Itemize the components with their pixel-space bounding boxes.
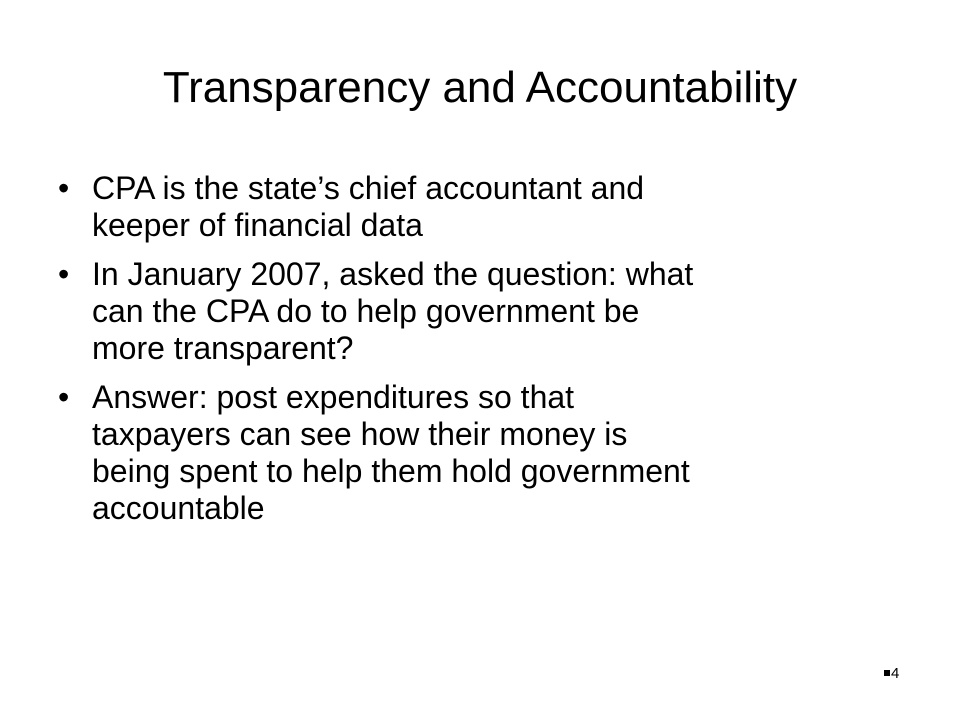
bullet-text-line: In January 2007, asked the question: what [92, 256, 694, 292]
bullet-text-line: Answer: post expenditures so that [92, 379, 575, 415]
bullet-text-line: being spent to help them hold government [92, 453, 690, 489]
bullet-marker: • [58, 170, 70, 206]
bullet-marker: • [58, 379, 70, 415]
slide-title: Transparency and Accountability [162, 63, 798, 112]
page-number-value: 4 [891, 665, 900, 682]
square-bullet-icon [884, 670, 890, 676]
bullet-marker: • [58, 256, 70, 292]
bullet-text-line: more transparent? [92, 330, 354, 366]
bullet-text-line: keeper of financial data [92, 207, 423, 243]
bullet-item [58, 256, 918, 367]
bullet-text-line: CPA is the state’s chief accountant and [92, 170, 645, 206]
bullet-item [58, 170, 918, 244]
bullet-item [58, 379, 918, 527]
bullet-list [58, 170, 918, 539]
bullet-text-line: accountable [92, 490, 265, 526]
bullet-text-line: can the CPA do to help government be [92, 293, 640, 329]
page-number [884, 666, 899, 682]
bullet-text-line: taxpayers can see how their money is [92, 416, 628, 452]
